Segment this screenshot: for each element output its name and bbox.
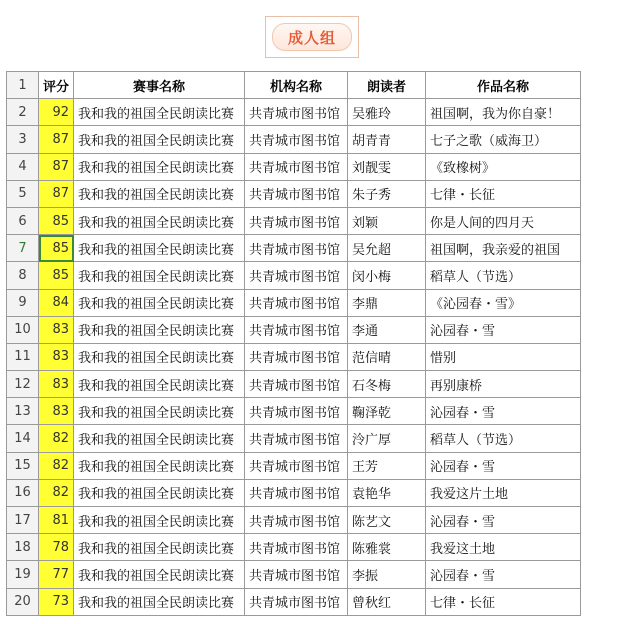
reader-cell[interactable]: 朱子秀 <box>348 180 426 207</box>
row-number[interactable]: 20 <box>7 588 39 615</box>
header-work[interactable]: 作品名称 <box>426 72 581 99</box>
org-cell[interactable]: 共青城市图书馆 <box>245 316 348 343</box>
score-cell[interactable]: 92 <box>39 99 74 126</box>
event-cell[interactable]: 我和我的祖国全民朗读比赛 <box>74 343 245 370</box>
row-number[interactable]: 15 <box>7 452 39 479</box>
page-title: 成人组 <box>272 23 352 51</box>
work-cell[interactable]: 稻草人（节选） <box>426 425 581 452</box>
score-cell[interactable]: 87 <box>39 126 74 153</box>
work-cell[interactable]: 惜别 <box>426 343 581 370</box>
work-cell[interactable]: 稻草人（节选） <box>426 262 581 289</box>
score-cell[interactable]: 87 <box>39 180 74 207</box>
event-cell[interactable]: 我和我的祖国全民朗读比赛 <box>74 425 245 452</box>
org-cell[interactable]: 共青城市图书馆 <box>245 180 348 207</box>
header-event[interactable]: 赛事名称 <box>74 72 245 99</box>
org-cell[interactable]: 共青城市图书馆 <box>245 126 348 153</box>
work-cell[interactable]: 《致橡树》 <box>426 153 581 180</box>
table-row <box>7 289 581 316</box>
row-number[interactable]: 7 <box>7 235 39 262</box>
table-row <box>7 561 581 588</box>
row-number[interactable]: 18 <box>7 534 39 561</box>
reader-cell[interactable]: 范信晴 <box>348 343 426 370</box>
reader-cell[interactable]: 鞠泽乾 <box>348 398 426 425</box>
reader-cell[interactable]: 袁艳华 <box>348 479 426 506</box>
score-cell[interactable]: 83 <box>39 398 74 425</box>
org-cell[interactable]: 共青城市图书馆 <box>245 534 348 561</box>
score-cell[interactable]: 78 <box>39 534 74 561</box>
reader-cell[interactable]: 李振 <box>348 561 426 588</box>
table-row <box>7 343 581 370</box>
reader-cell[interactable]: 胡青青 <box>348 126 426 153</box>
event-cell[interactable]: 我和我的祖国全民朗读比赛 <box>74 153 245 180</box>
org-cell[interactable]: 共青城市图书馆 <box>245 588 348 615</box>
work-cell[interactable]: 七子之歌（威海卫） <box>426 126 581 153</box>
score-cell[interactable]: 85 <box>39 235 74 262</box>
work-cell[interactable]: 沁园春・雪 <box>426 561 581 588</box>
work-cell[interactable]: 沁园春・雪 <box>426 398 581 425</box>
row-number[interactable]: 1 <box>7 72 39 99</box>
reader-cell[interactable]: 石冬梅 <box>348 371 426 398</box>
score-cell[interactable]: 83 <box>39 371 74 398</box>
reader-cell[interactable]: 刘颖 <box>348 207 426 234</box>
row-number[interactable]: 19 <box>7 561 39 588</box>
header-reader[interactable]: 朗读者 <box>348 72 426 99</box>
header-row <box>7 72 581 99</box>
score-cell[interactable]: 84 <box>39 289 74 316</box>
score-cell[interactable]: 82 <box>39 479 74 506</box>
table-row <box>7 371 581 398</box>
reader-cell[interactable]: 刘靓雯 <box>348 153 426 180</box>
header-score[interactable]: 评分 <box>39 72 74 99</box>
reader-cell[interactable]: 泠广厚 <box>348 425 426 452</box>
event-cell[interactable]: 我和我的祖国全民朗读比赛 <box>74 588 245 615</box>
score-cell[interactable]: 83 <box>39 316 74 343</box>
reader-cell[interactable]: 闵小梅 <box>348 262 426 289</box>
reader-cell[interactable]: 李通 <box>348 316 426 343</box>
work-cell[interactable]: 再别康桥 <box>426 371 581 398</box>
row-number[interactable]: 14 <box>7 425 39 452</box>
row-number[interactable]: 6 <box>7 207 39 234</box>
title-frame <box>265 16 359 58</box>
work-cell[interactable]: 七律・长征 <box>426 588 581 615</box>
reader-cell[interactable]: 王芳 <box>348 452 426 479</box>
table-row <box>7 99 581 126</box>
event-cell[interactable]: 我和我的祖国全民朗读比赛 <box>74 479 245 506</box>
table-row <box>7 207 581 234</box>
row-number[interactable]: 17 <box>7 507 39 534</box>
row-number[interactable]: 13 <box>7 398 39 425</box>
score-cell[interactable]: 77 <box>39 561 74 588</box>
work-cell[interactable]: 祖国啊，我为你自豪！ <box>426 99 581 126</box>
org-cell[interactable]: 共青城市图书馆 <box>245 289 348 316</box>
work-cell[interactable]: 你是人间的四月天 <box>426 207 581 234</box>
row-number[interactable]: 4 <box>7 153 39 180</box>
work-cell[interactable]: 我爱这土地 <box>426 534 581 561</box>
event-cell[interactable]: 我和我的祖国全民朗读比赛 <box>74 452 245 479</box>
reader-cell[interactable]: 曾秋红 <box>348 588 426 615</box>
row-number[interactable]: 5 <box>7 180 39 207</box>
table-row <box>7 398 581 425</box>
event-cell[interactable]: 我和我的祖国全民朗读比赛 <box>74 235 245 262</box>
reader-cell[interactable]: 陈雅裳 <box>348 534 426 561</box>
row-number[interactable]: 12 <box>7 371 39 398</box>
org-cell[interactable]: 共青城市图书馆 <box>245 207 348 234</box>
row-number[interactable]: 8 <box>7 262 39 289</box>
table-row <box>7 588 581 615</box>
table-row <box>7 507 581 534</box>
org-cell[interactable]: 共青城市图书馆 <box>245 371 348 398</box>
row-number[interactable]: 3 <box>7 126 39 153</box>
org-cell[interactable]: 共青城市图书馆 <box>245 343 348 370</box>
event-cell[interactable]: 我和我的祖国全民朗读比赛 <box>74 316 245 343</box>
table-body <box>7 72 581 616</box>
org-cell[interactable]: 共青城市图书馆 <box>245 561 348 588</box>
event-cell[interactable]: 我和我的祖国全民朗读比赛 <box>74 534 245 561</box>
row-number[interactable]: 9 <box>7 289 39 316</box>
work-cell[interactable]: 沁园春・雪 <box>426 507 581 534</box>
event-cell[interactable]: 我和我的祖国全民朗读比赛 <box>74 262 245 289</box>
score-cell[interactable]: 82 <box>39 425 74 452</box>
org-cell[interactable]: 共青城市图书馆 <box>245 99 348 126</box>
reader-cell[interactable]: 陈艺文 <box>348 507 426 534</box>
event-cell[interactable]: 我和我的祖国全民朗读比赛 <box>74 561 245 588</box>
score-cell[interactable]: 73 <box>39 588 74 615</box>
org-cell[interactable]: 共青城市图书馆 <box>245 153 348 180</box>
table-row <box>7 452 581 479</box>
score-cell[interactable]: 82 <box>39 452 74 479</box>
table-row <box>7 126 581 153</box>
table-row <box>7 425 581 452</box>
header-org[interactable]: 机构名称 <box>245 72 348 99</box>
table-row <box>7 153 581 180</box>
reader-cell[interactable]: 李鼎 <box>348 289 426 316</box>
org-cell[interactable]: 共青城市图书馆 <box>245 479 348 506</box>
table-row <box>7 479 581 506</box>
org-cell[interactable]: 共青城市图书馆 <box>245 507 348 534</box>
org-cell[interactable]: 共青城市图书馆 <box>245 262 348 289</box>
table-row <box>7 180 581 207</box>
table-row <box>7 262 581 289</box>
event-cell[interactable]: 我和我的祖国全民朗读比赛 <box>74 398 245 425</box>
row-number[interactable]: 16 <box>7 479 39 506</box>
score-cell[interactable]: 81 <box>39 507 74 534</box>
table-row <box>7 534 581 561</box>
event-cell[interactable]: 我和我的祖国全民朗读比赛 <box>74 207 245 234</box>
title-banner <box>265 16 359 58</box>
reader-cell[interactable]: 吴雅玲 <box>348 99 426 126</box>
row-number[interactable]: 11 <box>7 343 39 370</box>
table-row <box>7 235 581 262</box>
event-cell[interactable]: 我和我的祖国全民朗读比赛 <box>74 371 245 398</box>
event-cell[interactable]: 我和我的祖国全民朗读比赛 <box>74 99 245 126</box>
work-cell[interactable]: 祖国啊，我亲爱的祖国 <box>426 235 581 262</box>
work-cell[interactable]: 七律・长征 <box>426 180 581 207</box>
org-cell[interactable]: 共青城市图书馆 <box>245 398 348 425</box>
row-number[interactable]: 2 <box>7 99 39 126</box>
work-cell[interactable]: 沁园春・雪 <box>426 452 581 479</box>
event-cell[interactable]: 我和我的祖国全民朗读比赛 <box>74 289 245 316</box>
event-cell[interactable]: 我和我的祖国全民朗读比赛 <box>74 507 245 534</box>
score-cell[interactable]: 83 <box>39 343 74 370</box>
score-cell[interactable]: 87 <box>39 153 74 180</box>
org-cell[interactable]: 共青城市图书馆 <box>245 235 348 262</box>
work-cell[interactable]: 我爱这片土地 <box>426 479 581 506</box>
event-cell[interactable]: 我和我的祖国全民朗读比赛 <box>74 126 245 153</box>
org-cell[interactable]: 共青城市图书馆 <box>245 452 348 479</box>
org-cell[interactable]: 共青城市图书馆 <box>245 425 348 452</box>
score-table <box>6 71 581 616</box>
score-cell[interactable]: 85 <box>39 207 74 234</box>
row-number[interactable]: 10 <box>7 316 39 343</box>
reader-cell[interactable]: 吴允超 <box>348 235 426 262</box>
score-cell[interactable]: 85 <box>39 262 74 289</box>
work-cell[interactable]: 沁园春・雪 <box>426 316 581 343</box>
work-cell[interactable]: 《沁园春・雪》 <box>426 289 581 316</box>
event-cell[interactable]: 我和我的祖国全民朗读比赛 <box>74 180 245 207</box>
table-row <box>7 316 581 343</box>
